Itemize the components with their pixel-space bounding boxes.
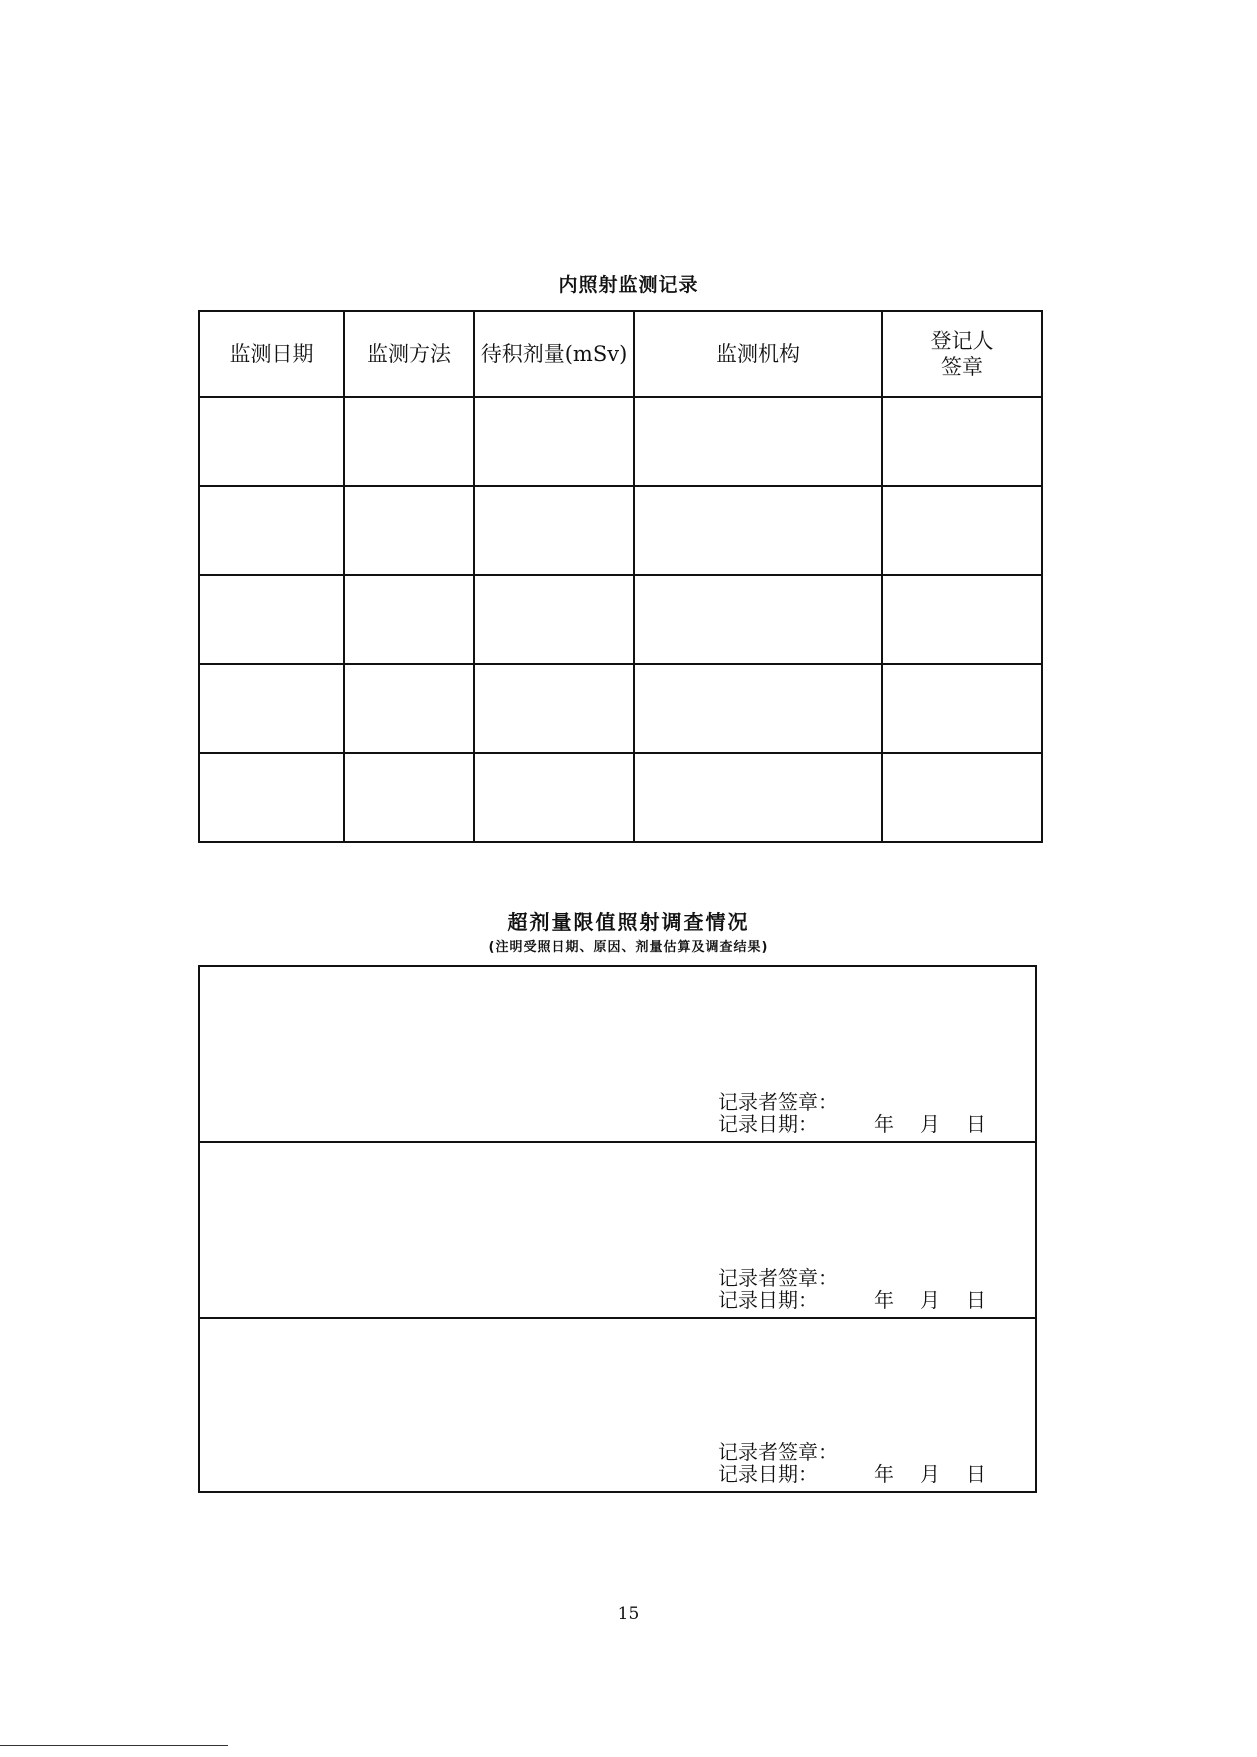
table-row xyxy=(199,397,1042,486)
table-row xyxy=(199,486,1042,575)
recorder-signature-label: 记录者签章： xyxy=(718,1090,838,1114)
table-cell[interactable] xyxy=(474,397,634,486)
table-cell[interactable] xyxy=(344,753,474,842)
signature-block xyxy=(718,1267,1012,1311)
year-label: 年 xyxy=(874,1462,894,1486)
table-cell[interactable] xyxy=(474,753,634,842)
header-monitoring-method: 监测方法 xyxy=(344,311,474,397)
table-cell[interactable] xyxy=(882,664,1042,753)
header-committed-dose: 待积剂量(mSv) xyxy=(474,311,634,397)
signature-block xyxy=(718,1441,1012,1485)
table-cell[interactable] xyxy=(474,664,634,753)
table-cell[interactable] xyxy=(199,753,344,842)
table-row xyxy=(199,753,1042,842)
table-cell[interactable] xyxy=(634,753,882,842)
internal-monitoring-table xyxy=(198,310,1043,843)
overdose-investigation-title: 超剂量限值照射调查情况 xyxy=(507,910,750,934)
bottom-divider xyxy=(0,1745,228,1746)
overdose-investigation-subtitle: (注明受照日期、原因、剂量估算及调查结果) xyxy=(488,940,769,955)
table-cell[interactable] xyxy=(199,575,344,664)
month-label: 月 xyxy=(920,1112,940,1136)
table-cell[interactable] xyxy=(344,486,474,575)
table-cell[interactable] xyxy=(634,397,882,486)
table-row xyxy=(199,664,1042,753)
table-cell[interactable] xyxy=(199,664,344,753)
table-cell[interactable] xyxy=(474,575,634,664)
day-label: 日 xyxy=(966,1462,986,1486)
record-date-line xyxy=(718,1463,1012,1485)
table-cell[interactable] xyxy=(634,664,882,753)
table-row xyxy=(199,575,1042,664)
table-cell[interactable] xyxy=(634,575,882,664)
recorder-signature-label: 记录者签章： xyxy=(718,1266,838,1290)
recorder-signature-label: 记录者签章： xyxy=(718,1440,838,1464)
record-date-label: 记录日期： xyxy=(718,1462,818,1486)
header-monitoring-agency: 监测机构 xyxy=(634,311,882,397)
header-registrar: 登记人 xyxy=(930,329,994,353)
signature-block xyxy=(718,1091,1012,1135)
record-date-line xyxy=(718,1113,1012,1135)
table-cell[interactable] xyxy=(634,486,882,575)
table-cell[interactable] xyxy=(882,753,1042,842)
internal-monitoring-title: 内照射监测记录 xyxy=(558,274,699,296)
month-label: 月 xyxy=(920,1288,940,1312)
year-label: 年 xyxy=(874,1112,894,1136)
table-cell[interactable] xyxy=(882,397,1042,486)
table-cell[interactable] xyxy=(344,664,474,753)
record-date-label: 记录日期： xyxy=(718,1112,818,1136)
table-cell[interactable] xyxy=(344,397,474,486)
year-label: 年 xyxy=(874,1288,894,1312)
table-cell[interactable] xyxy=(199,397,344,486)
day-label: 日 xyxy=(966,1288,986,1312)
table-cell[interactable] xyxy=(474,486,634,575)
header-registrar-signature xyxy=(882,311,1042,397)
header-signature: 签章 xyxy=(941,355,983,379)
investigation-entry[interactable] xyxy=(200,1319,1035,1491)
record-date-label: 记录日期： xyxy=(718,1288,818,1312)
table-cell[interactable] xyxy=(199,486,344,575)
table-cell[interactable] xyxy=(882,575,1042,664)
table-cell[interactable] xyxy=(882,486,1042,575)
record-date-line xyxy=(718,1289,1012,1311)
table-header-row xyxy=(199,311,1042,397)
investigation-record-box xyxy=(198,965,1037,1493)
month-label: 月 xyxy=(920,1462,940,1486)
day-label: 日 xyxy=(966,1112,986,1136)
investigation-entry[interactable] xyxy=(200,967,1035,1143)
table-cell[interactable] xyxy=(344,575,474,664)
investigation-entry[interactable] xyxy=(200,1143,1035,1319)
header-monitoring-date: 监测日期 xyxy=(199,311,344,397)
page-number: 15 xyxy=(617,1604,640,1624)
